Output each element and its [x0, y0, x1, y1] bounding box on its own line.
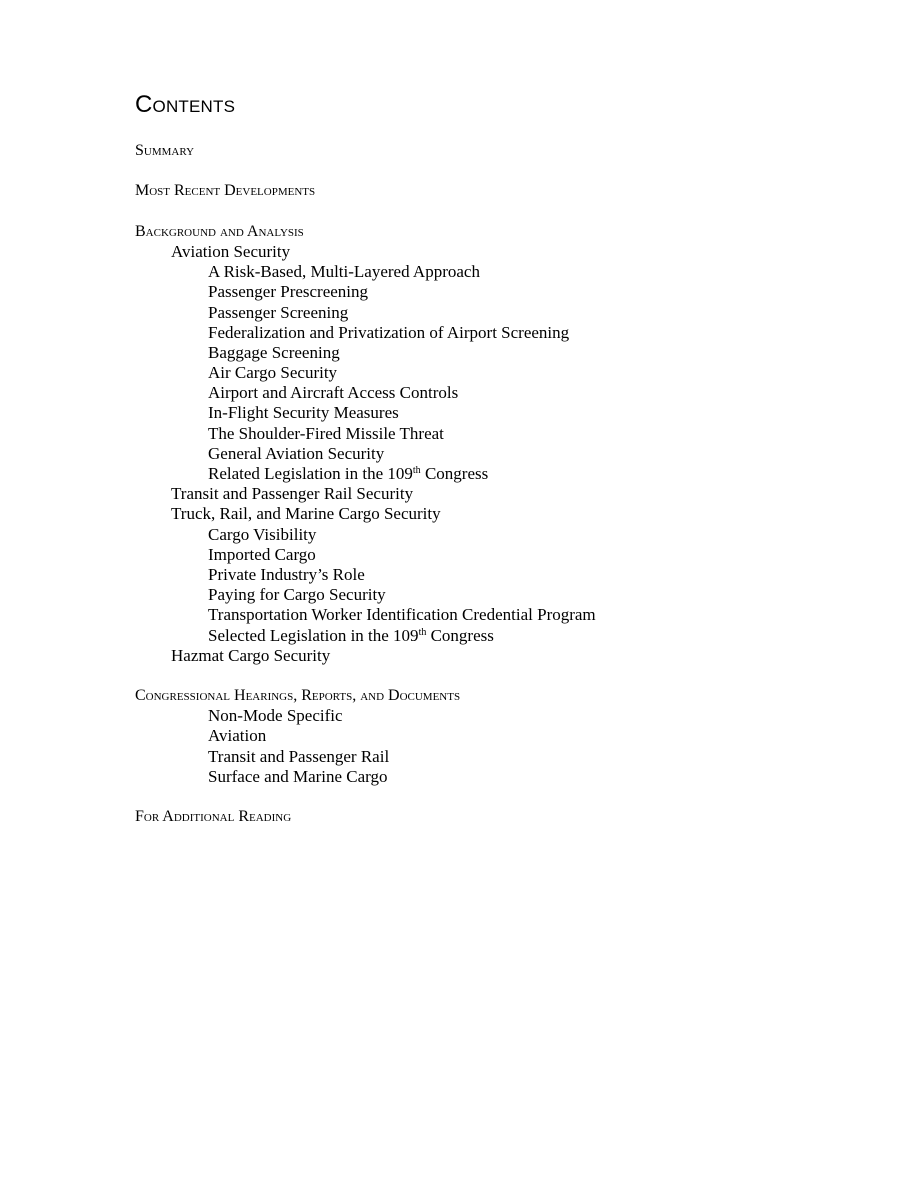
toc-entry[interactable]: Private Industry’s Role	[208, 564, 365, 584]
toc-entry-truck-rail-marine-cargo-security[interactable]: Truck, Rail, and Marine Cargo Security	[171, 504, 441, 524]
toc-entry[interactable]: Air Cargo Security	[208, 363, 338, 383]
toc-entry[interactable]: Airport and Aircraft Access Controls	[208, 383, 459, 403]
toc-entry[interactable]: Passenger Screening	[208, 302, 349, 322]
toc-entry[interactable]: General Aviation Security	[208, 443, 385, 463]
toc-entry[interactable]: Transit and Passenger Rail	[208, 746, 390, 766]
toc-entry[interactable]: A Risk-Based, Multi-Layered Approach	[208, 262, 480, 282]
toc-entry-most-recent-developments[interactable]: Most Recent Developments	[135, 182, 316, 200]
toc-entry-text: Selected Legislation in the 109	[208, 625, 419, 645]
toc-entry-related-legislation[interactable]	[135, 464, 835, 484]
page-title: Contents	[135, 91, 236, 118]
toc-entry-aviation-security[interactable]: Aviation Security	[171, 241, 291, 261]
toc-entry-hazmat-cargo-security[interactable]: Hazmat Cargo Security	[171, 645, 331, 665]
toc-entry[interactable]: The Shoulder-Fired Missile Threat	[208, 423, 444, 443]
toc-entry[interactable]: Passenger Prescreening	[208, 282, 369, 302]
toc-entry-congressional-hearings[interactable]: Congressional Hearings, Reports, and Documents	[135, 687, 461, 705]
ordinal-suffix: th	[418, 626, 427, 638]
toc-entry-transit-and-passenger-rail-security[interactable]: Transit and Passenger Rail Security	[171, 484, 414, 504]
toc-entry[interactable]: Transportation Worker Identification Credential Program	[208, 605, 596, 625]
table-of-contents	[135, 141, 835, 827]
toc-entry-selected-legislation[interactable]	[135, 626, 835, 646]
toc-entry-text: Congress	[420, 464, 489, 483]
toc-entry[interactable]: In-Flight Security Measures	[208, 403, 399, 423]
toc-entry[interactable]: Non-Mode Specific	[208, 706, 343, 726]
toc-entry-text: Related Legislation in the 109	[208, 464, 413, 483]
toc-entry-summary[interactable]: Summary	[135, 142, 195, 159]
toc-entry[interactable]: Baggage Screening	[208, 342, 340, 362]
toc-entry[interactable]: Paying for Cargo Security	[208, 585, 386, 605]
toc-entry[interactable]: Cargo Visibility	[208, 524, 317, 544]
toc-entry-text: Congress	[426, 625, 494, 645]
toc-entry-background-and-analysis[interactable]: Background and Analysis	[135, 222, 304, 240]
ordinal-suffix: th	[412, 465, 421, 476]
toc-entry[interactable]: Surface and Marine Cargo	[208, 766, 388, 786]
toc-entry-for-additional-reading[interactable]: For Additional Reading	[135, 808, 292, 826]
toc-entry[interactable]: Imported Cargo	[208, 544, 316, 564]
toc-entry[interactable]: Federalization and Privatization of Airport Screening	[208, 322, 570, 342]
toc-entry[interactable]: Aviation	[208, 726, 267, 746]
